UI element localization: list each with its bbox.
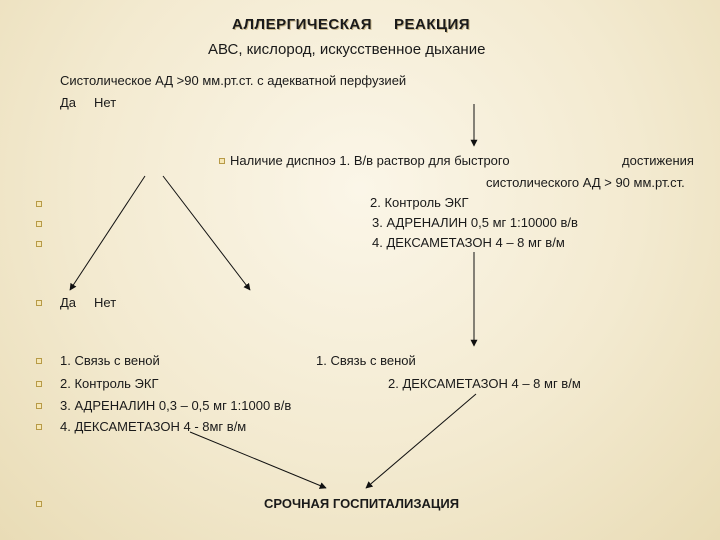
slide-subtitle: АВС, кислород, искусственное дыхание [208, 41, 486, 58]
left-step-1: 1. Связь с веной [60, 353, 160, 368]
arrow-left-to-outcome [190, 432, 326, 488]
middle-step-2: 2. ДЕКСАМЕТАЗОН 4 – 8 мг в/м [388, 376, 581, 391]
arrow-to-branch-2-yes [70, 176, 145, 290]
title-part-1: АЛЛЕРГИЧЕСКАЯ [232, 16, 373, 33]
dyspnea-line-1b: достижения [622, 153, 694, 168]
branch-1-yes: Да [60, 95, 77, 110]
right-step-2: 2. Контроль ЭКГ [370, 195, 469, 210]
right-step-3: 3. АДРЕНАЛИН 0,5 мг 1:10000 в/в [372, 215, 578, 230]
bp-question: Систолическое АД >90 мм.рт.ст. с адекватной перфузией [60, 73, 407, 88]
right-step-4: 4. ДЕКСАМЕТАЗОН 4 – 8 мг в/м [372, 235, 565, 250]
title-part-2: РЕАКЦИЯ [394, 16, 471, 33]
dyspnea-line-1a: Наличие диспноэ 1. В/в раствор для быстрого [230, 153, 510, 168]
outcome-label: СРОЧНАЯ ГОСПИТАЛИЗАЦИЯ [264, 496, 460, 511]
left-step-3: 3. АДРЕНАЛИН 0,3 – 0,5 мг 1:1000 в/в [60, 398, 292, 413]
dyspnea-line-2: систолического АД > 90 мм.рт.ст. [486, 175, 685, 190]
branch-1-no: Нет [94, 95, 117, 110]
branch-2-no: Нет [94, 295, 117, 310]
arrow-middle-to-outcome [366, 394, 476, 488]
left-step-4: 4. ДЕКСАМЕТАЗОН 4 - 8мг в/м [60, 419, 247, 434]
branch-2-yes: Да [60, 295, 77, 310]
left-step-2: 2. Контроль ЭКГ [60, 376, 159, 391]
middle-step-1: 1. Связь с веной [316, 353, 416, 368]
arrow-to-branch-2-no [163, 176, 250, 290]
